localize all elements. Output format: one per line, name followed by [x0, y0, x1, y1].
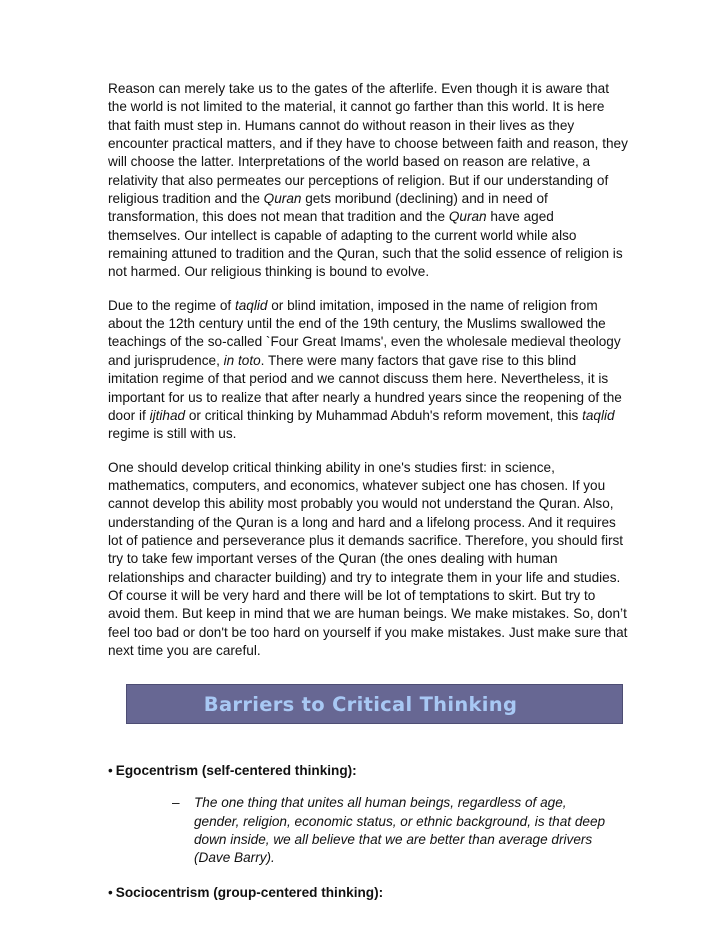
text-segment: One should develop critical thinking ability in one's studies first: in science, mathematics, computers, and economics, whatever subject one has chosen. If you cannot develop this ability most probably you would not understand the Quran. Also, understanding of the Quran is a long and hard and a lifelong process. And it requires lot of patience and perseverance plus it demands sacrifice. Therefore, you should first try to take few important verses of the Quran (the ones dealing with human relationships and character building) and try to integrate them in your life and studies. Of course it will be very hard and there will be lot of temptations to skirt. But try to avoid them. But keep in mind that we are human beings. We make mistakes. So, don’t feel too bad or don't be too hard on yourself if you make mistakes. Just make sure that next time you are careful. [108, 459, 628, 658]
text-segment: Reason can merely take us to the gates of the afterlife. Even though it is aware that the world is not limited to the material, it cannot go farther than this world. It is here that faith must step in. Humans cannot do without reason in their lives as they encounter practical matters, and if they have to choose between faith and reason, they will choose the latter. Interpretations of the world based on reason are relative, a relativity that also permeates our perceptions of religion. But if our understanding of religious tradition and the [108, 81, 628, 207]
text-segment: Due to the regime of [108, 297, 235, 313]
bullet-heading: Sociocentrism (group-centered thinking): [115, 884, 384, 900]
text-segment: have aged themselves. Our intellect is capable of adapting to the current world while also remaining attuned to tradition and the Quran, such that the solid essence of religion is not harmed. Our religious thinking is bound to evolve. [108, 209, 623, 280]
quote-text: The one thing that unites all human beings, regardless of age, gender, religion, economic status, or ethnic background, is that deep down inside, we all believe that we are better than average drivers (Dave Barry). [194, 795, 606, 866]
bullet-icon: • [108, 884, 113, 900]
italic-term: in toto [223, 352, 261, 368]
bullet-egocentrism [108, 762, 628, 780]
bullet-sociocentrism [108, 884, 628, 902]
italic-term: taqlid [582, 407, 615, 423]
text-segment: gets moribund (declining) and in need of transformation, this does not mean that tradition and the [108, 191, 548, 225]
bullet-icon: • [108, 763, 113, 779]
text-segment: or blind imitation, imposed in the name of religion from about the 12th century until the end of the 19th century, the Muslims swallowed the teachings of the so-called `Four Great Imams', even the wholesale medieval theology and jurisprudence, [108, 297, 621, 368]
italic-term: Quran [263, 191, 302, 207]
section-title: Barriers to Critical Thinking [203, 692, 518, 716]
italic-term: Quran [448, 209, 487, 225]
text-segment: regime is still with us. [108, 426, 237, 442]
text-segment: . There were many factors that gave rise to this blind imitation regime of that period and we cannot discuss them here. Nevertheless, it is important for us to realize that after nearly a hundred years since the reopening of the door if [108, 352, 622, 423]
dash-icon: – [172, 795, 180, 811]
document-page [108, 80, 628, 902]
paragraph-2 [108, 297, 628, 444]
italic-term: taqlid [234, 297, 268, 313]
italic-term: ijtihad [149, 407, 186, 423]
sub-item-quote [172, 794, 614, 867]
bullet-heading: Egocentrism (self-centered thinking): [115, 763, 357, 779]
section-banner [126, 684, 623, 724]
paragraph-3 [108, 459, 628, 661]
text-segment: or critical thinking by Muhammad Abduh's reform movement, this [185, 407, 583, 423]
paragraph-1 [108, 80, 628, 282]
